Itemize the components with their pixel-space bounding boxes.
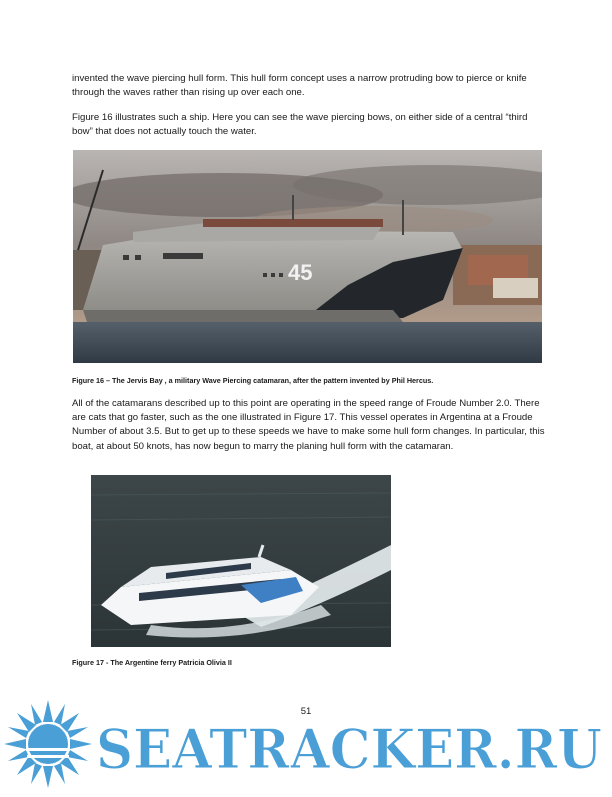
figure-17-image [91, 475, 391, 647]
watermark-text: SEATRACKER.RU [96, 717, 602, 781]
watermark [0, 700, 612, 792]
page-number: 51 [300, 706, 312, 717]
figure-17-caption: Figure 17 - The Argentine ferry Patricia Olivia II [72, 658, 232, 667]
paragraph-3: All of the catamarans described up to this point are operating in the speed range of Froude Number 2.0. There are cats that go faster, such as the one illustrated in Figure 17. This vessel operates in Argentina at a Froude Number of about 3.5. But to get up to these speeds we have to make some hull form changes. In particular, this boat, at about 50 knots, has now begun to marry the planing hull form with the catamaran. [72, 398, 545, 452]
figure-16-caption: Figure 16 – The Jervis Bay , a military Wave Piercing catamaran, after the pattern invented by Phil Hercus. [72, 376, 434, 385]
figure-16-image [73, 150, 542, 363]
hull-number: 45 [288, 260, 313, 285]
paragraph-1: invented the wave piercing hull form. This hull form concept uses a narrow protruding bow to pierce or knife through the waves rather than rising up over each one. [72, 73, 527, 99]
sun-logo-icon [4, 700, 92, 788]
paragraph-2: Figure 16 illustrates such a ship. Here you can see the wave piercing bows, on either side of a central “third bow” that does not actually touch the water. [72, 112, 528, 138]
